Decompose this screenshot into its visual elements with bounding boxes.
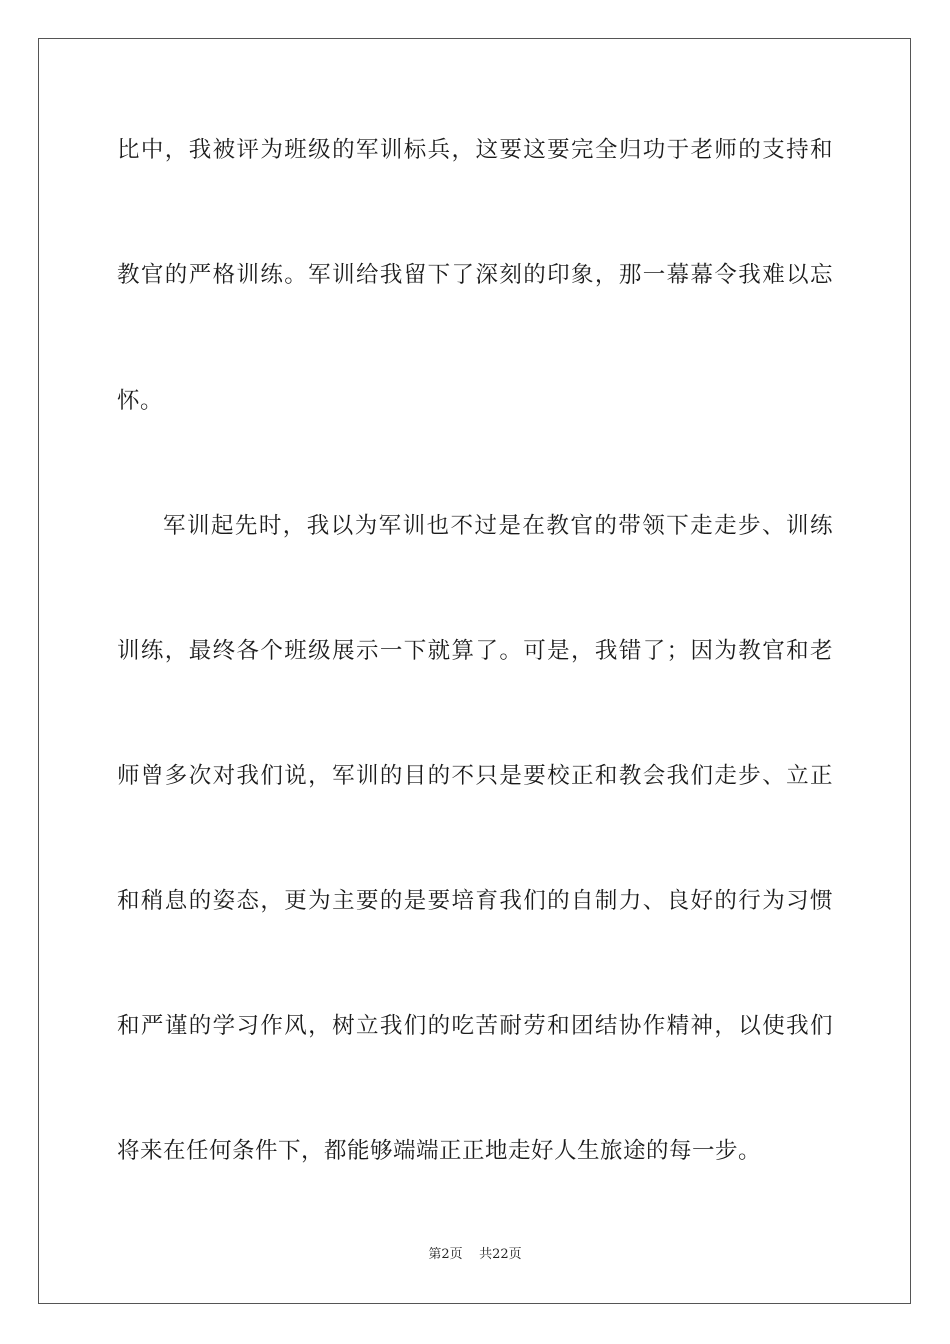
text-line-5: 训练，最终各个班级展示一下就算了。可是，我错了；因为教官和老 [117, 638, 833, 664]
text-line-4: 军训起先时，我以为军训也不过是在教官的带领下走走步、训练 [163, 513, 833, 539]
text-line-8: 和严谨的学习作风，树立我们的吃苦耐劳和团结协作精神，以使我们 [117, 1013, 833, 1039]
text-line-6: 师曾多次对我们说，军训的目的不只是要校正和教会我们走步、立正 [117, 763, 833, 789]
text-line-7: 和稍息的姿态，更为主要的是要培育我们的自制力、良好的行为习惯 [117, 888, 833, 914]
text-line-2: 教官的严格训练。军训给我留下了深刻的印象，那一幕幕令我难以忘 [117, 262, 833, 288]
page-number-footer: 第2页 共22页 [428, 1247, 522, 1262]
text-line-3: 怀。 [117, 388, 164, 414]
text-line-1: 比中，我被评为班级的军训标兵，这要这要完全归功于老师的支持和 [117, 137, 833, 163]
page-border [38, 38, 911, 1304]
text-line-9: 将来在任何条件下，都能够端端正正地走好人生旅途的每一步。 [117, 1138, 762, 1164]
